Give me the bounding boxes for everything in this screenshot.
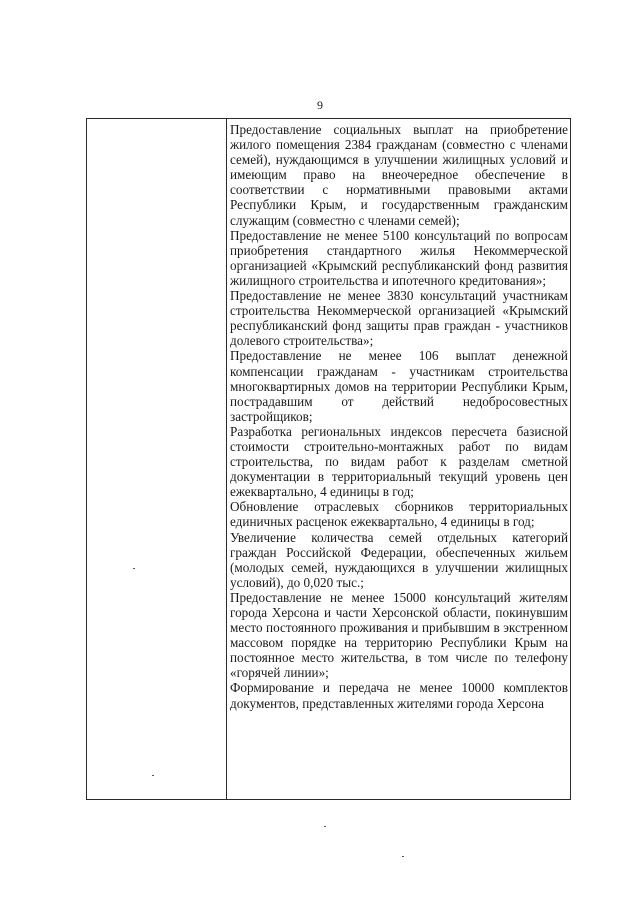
paragraph-shared-construction-consultations: Предоставление не менее 3830 консультаций участникам строительства Некоммерческой организацией «Крымский республиканский фонд защиты прав граждан - участников долевого строительства»; [230, 288, 568, 349]
paragraph-compensation-payments: Предоставление не менее 106 выплат денежной компенсации гражданам - участникам строительства многоквартирных домов на территории Республики Крым, пострадавшим от действий недобросовестных застройщиков; [230, 348, 568, 424]
paragraph-kherson-consultations: Предоставление не менее 15000 консультаций жителям города Херсона и части Херсонской области, покинувшим место постоянного проживания и прибывшим в экстренном массовом порядке на территорию Республики Крым на постоянное место жительства, в том числе по телефону «горячей линии»; [230, 589, 568, 681]
paragraph-unit-rates-update: Обновление отраслевых сборников территориальных единичных расценок ежеквартально, 4 единицы в год; [230, 499, 568, 530]
scan-speck [133, 568, 135, 569]
paragraph-social-payments: Предоставление социальных выплат на приобретение жилого помещения 2384 гражданам (совместно с членами семей), нуждающимся в улучшении жилищных условий и имеющим право на внеочередное обеспечение в соответствии с нормативными правовыми актами Республики Крым, и государственным гражданским служащим (совместно с членами семей); [230, 122, 568, 228]
paragraph-young-families: Увеличение количества семей отдельных категорий граждан Российской Федерации, обеспеченных жильем (молодых семей, нуждающихся в улучшении жилищных условий), до 0,020 тыс.; [230, 529, 568, 590]
scan-speck [324, 826, 326, 827]
left-column-cell [226, 119, 227, 799]
right-column-cell [230, 122, 568, 711]
paragraph-document-packages: Формирование и передача не менее 10000 комплектов документов, представленных жителями города Херсона [230, 680, 568, 711]
scan-speck [152, 775, 154, 776]
document-table [86, 118, 571, 800]
scan-speck [402, 856, 404, 857]
paragraph-regional-indices: Разработка региональных индексов пересчета базисной стоимости строительно-монтажных работ по видам строительства, по видам работ к разделам сметной документации в территориальный текущий уровень цен ежеквартально, 4 единицы в год; [230, 423, 568, 500]
page-number: 9 [317, 98, 323, 112]
paragraph-housing-consultations: Предоставление не менее 5100 консультаций по вопросам приобретения стандартного жилья Некоммерческой организацией «Крымский республиканский фонд развития жилищного строительства и ипотечного кредитования»; [230, 227, 568, 288]
